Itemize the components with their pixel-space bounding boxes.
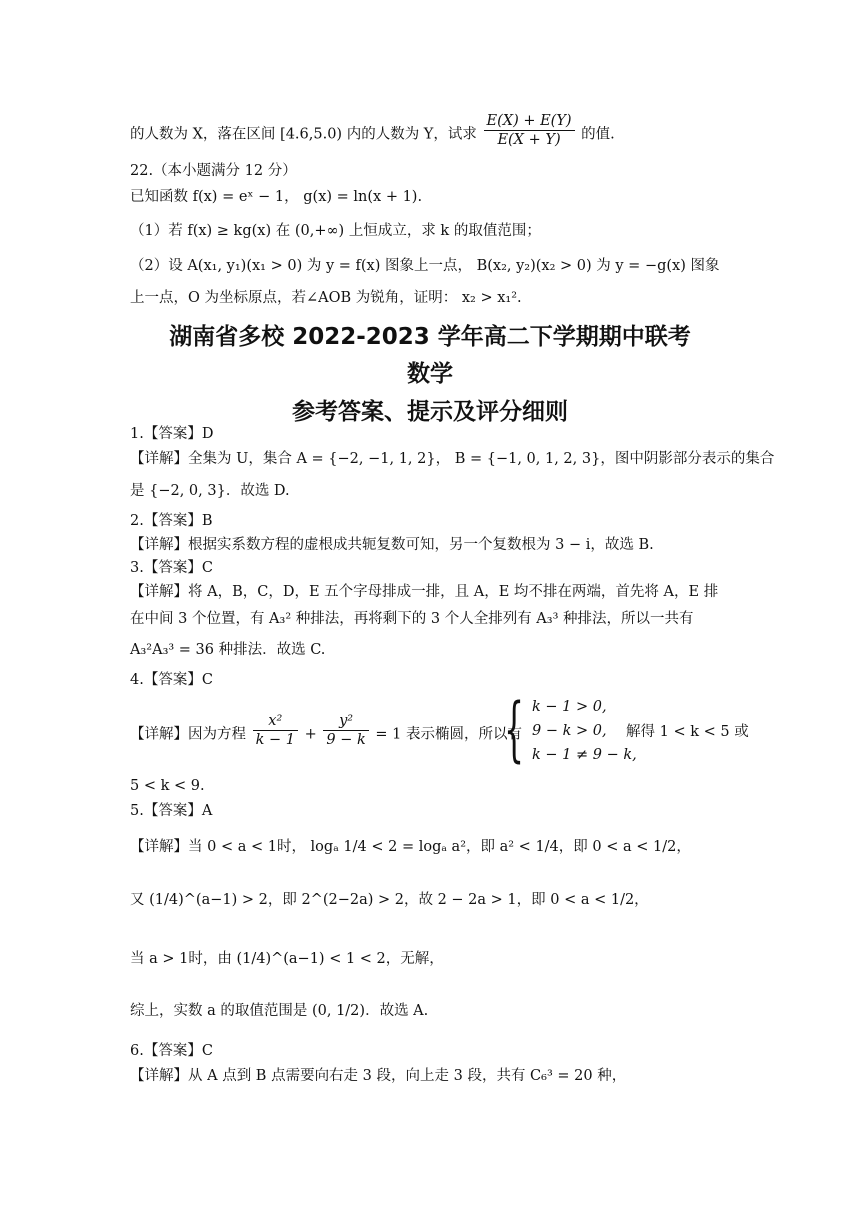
answer-5: 5.【答案】A xyxy=(130,803,213,819)
answer-2-detail: 【详解】根据实系数方程的虚根成共轭复数可知，另一个复数根为 3 − i，故选 B. xyxy=(130,537,654,553)
answer-6-detail: 【详解】从 A 点到 B 点需要向右走 3 段，向上走 3 段，共有 C₆³ = 20 种， xyxy=(130,1068,627,1084)
text: = 1 表示椭圆，所以有 xyxy=(375,726,522,743)
answer-3-detail-1: 【详解】将 A，B，C，D，E 五个字母排成一排，且 A，E 均不排在两端，首先将 A，E 排 xyxy=(130,584,719,600)
fraction-denominator: k − 1 xyxy=(255,732,295,748)
expectation-fraction xyxy=(484,112,575,149)
answer-5-detail-4: 综上，实数 a 的取值范围是 (0, 1/2)．故选 A. xyxy=(130,1003,429,1019)
problem-22-given: 已知函数 f(x) = eˣ − 1， g(x) = ln(x + 1). xyxy=(130,189,423,205)
answer-5-detail-1: 【详解】当 0 < a < 1时， logₐ 1/4 < 2 = logₐ a²，即 a² < 1/4，即 0 < a < 1/2， xyxy=(130,839,691,855)
problem-21-tail xyxy=(130,113,730,153)
problem-22-part2-line1: （2）设 A(x₁, y₁)(x₁ > 0) 为 y = f(x) 图象上一点， B(x₂, y₂)(x₂ > 0) 为 y = −g(x) 图象 xyxy=(130,258,720,274)
answer-5-detail-2: 又 (1/4)^(a−1) > 2，即 2^(2−2a) > 2，故 2 − 2a > 1，即 0 < a < 1/2， xyxy=(130,892,649,908)
system-row: 9 − k > 0, xyxy=(532,723,607,739)
answer-6: 6.【答案】C xyxy=(130,1043,213,1059)
ellipse-term-y xyxy=(323,712,368,749)
plus-sign: + xyxy=(304,726,317,743)
answer-1: 1.【答案】D xyxy=(130,426,214,442)
answer-2: 2.【答案】B xyxy=(130,513,213,529)
answer-4-detail-2: 5 < k < 9. xyxy=(130,778,205,794)
interval: [4.6,5.0) xyxy=(280,126,343,143)
fraction-denominator: 9 − k xyxy=(326,732,366,748)
fraction-numerator: x² xyxy=(253,712,298,731)
system-brace: { xyxy=(504,688,525,770)
answer-5-detail-3: 当 a > 1时，由 (1/4)^(a−1) < 1 < 2，无解， xyxy=(130,951,444,967)
fraction-numerator: y² xyxy=(323,712,368,731)
answer-1-detail-1: 【详解】全集为 U，集合 A = {−2, −1, 1, 2}， B = {−1, 0, 1, 2, 3}，图中阴影部分表示的集合 xyxy=(130,451,775,467)
problem-22-header: 22.（本小题满分 12 分） xyxy=(130,163,297,179)
answer-key-title: 参考答案、提示及评分细则 xyxy=(292,399,568,425)
answer-1-detail-2: 是 {−2, 0, 3}．故选 D. xyxy=(130,483,290,499)
inequality-system xyxy=(508,695,637,771)
text: 内的人数为 Y，试求 xyxy=(346,126,477,143)
system-row: k − 1 > 0, xyxy=(532,699,607,715)
answer-3-detail-3: A₃²A₃³ = 36 种排法．故选 C. xyxy=(130,642,326,658)
text: 的人数为 X，落在区间 xyxy=(130,126,276,143)
document-title: 湖南省多校 2022-2023 学年高二下学期期中联考 xyxy=(169,324,691,350)
text: 【详解】因为方程 xyxy=(130,726,246,743)
system-row: k − 1 ≠ 9 − k, xyxy=(532,747,637,763)
fraction-denominator: E(X + Y) xyxy=(497,132,561,148)
answer-4: 4.【答案】C xyxy=(130,672,213,688)
answer-4-solution: 解得 1 < k < 5 或 xyxy=(626,724,749,740)
answer-3: 3.【答案】C xyxy=(130,560,213,576)
fraction-numerator: E(X) + E(Y) xyxy=(484,112,575,131)
answer-3-detail-2: 在中间 3 个位置，有 A₃² 种排法，再将剩下的 3 个人全排列有 A₃³ 种排法，所以一共有 xyxy=(130,611,694,627)
problem-22-part2-line2: 上一点，O 为坐标原点，若∠AOB 为锐角，证明： x₂ > x₁². xyxy=(130,290,522,306)
subject-title: 数学 xyxy=(407,361,453,387)
problem-22-part1: （1）若 f(x) ≥ kg(x) 在 (0,+∞) 上恒成立，求 k 的取值范围； xyxy=(130,223,541,239)
ellipse-term-x xyxy=(253,712,298,749)
text: 的值. xyxy=(581,126,615,143)
